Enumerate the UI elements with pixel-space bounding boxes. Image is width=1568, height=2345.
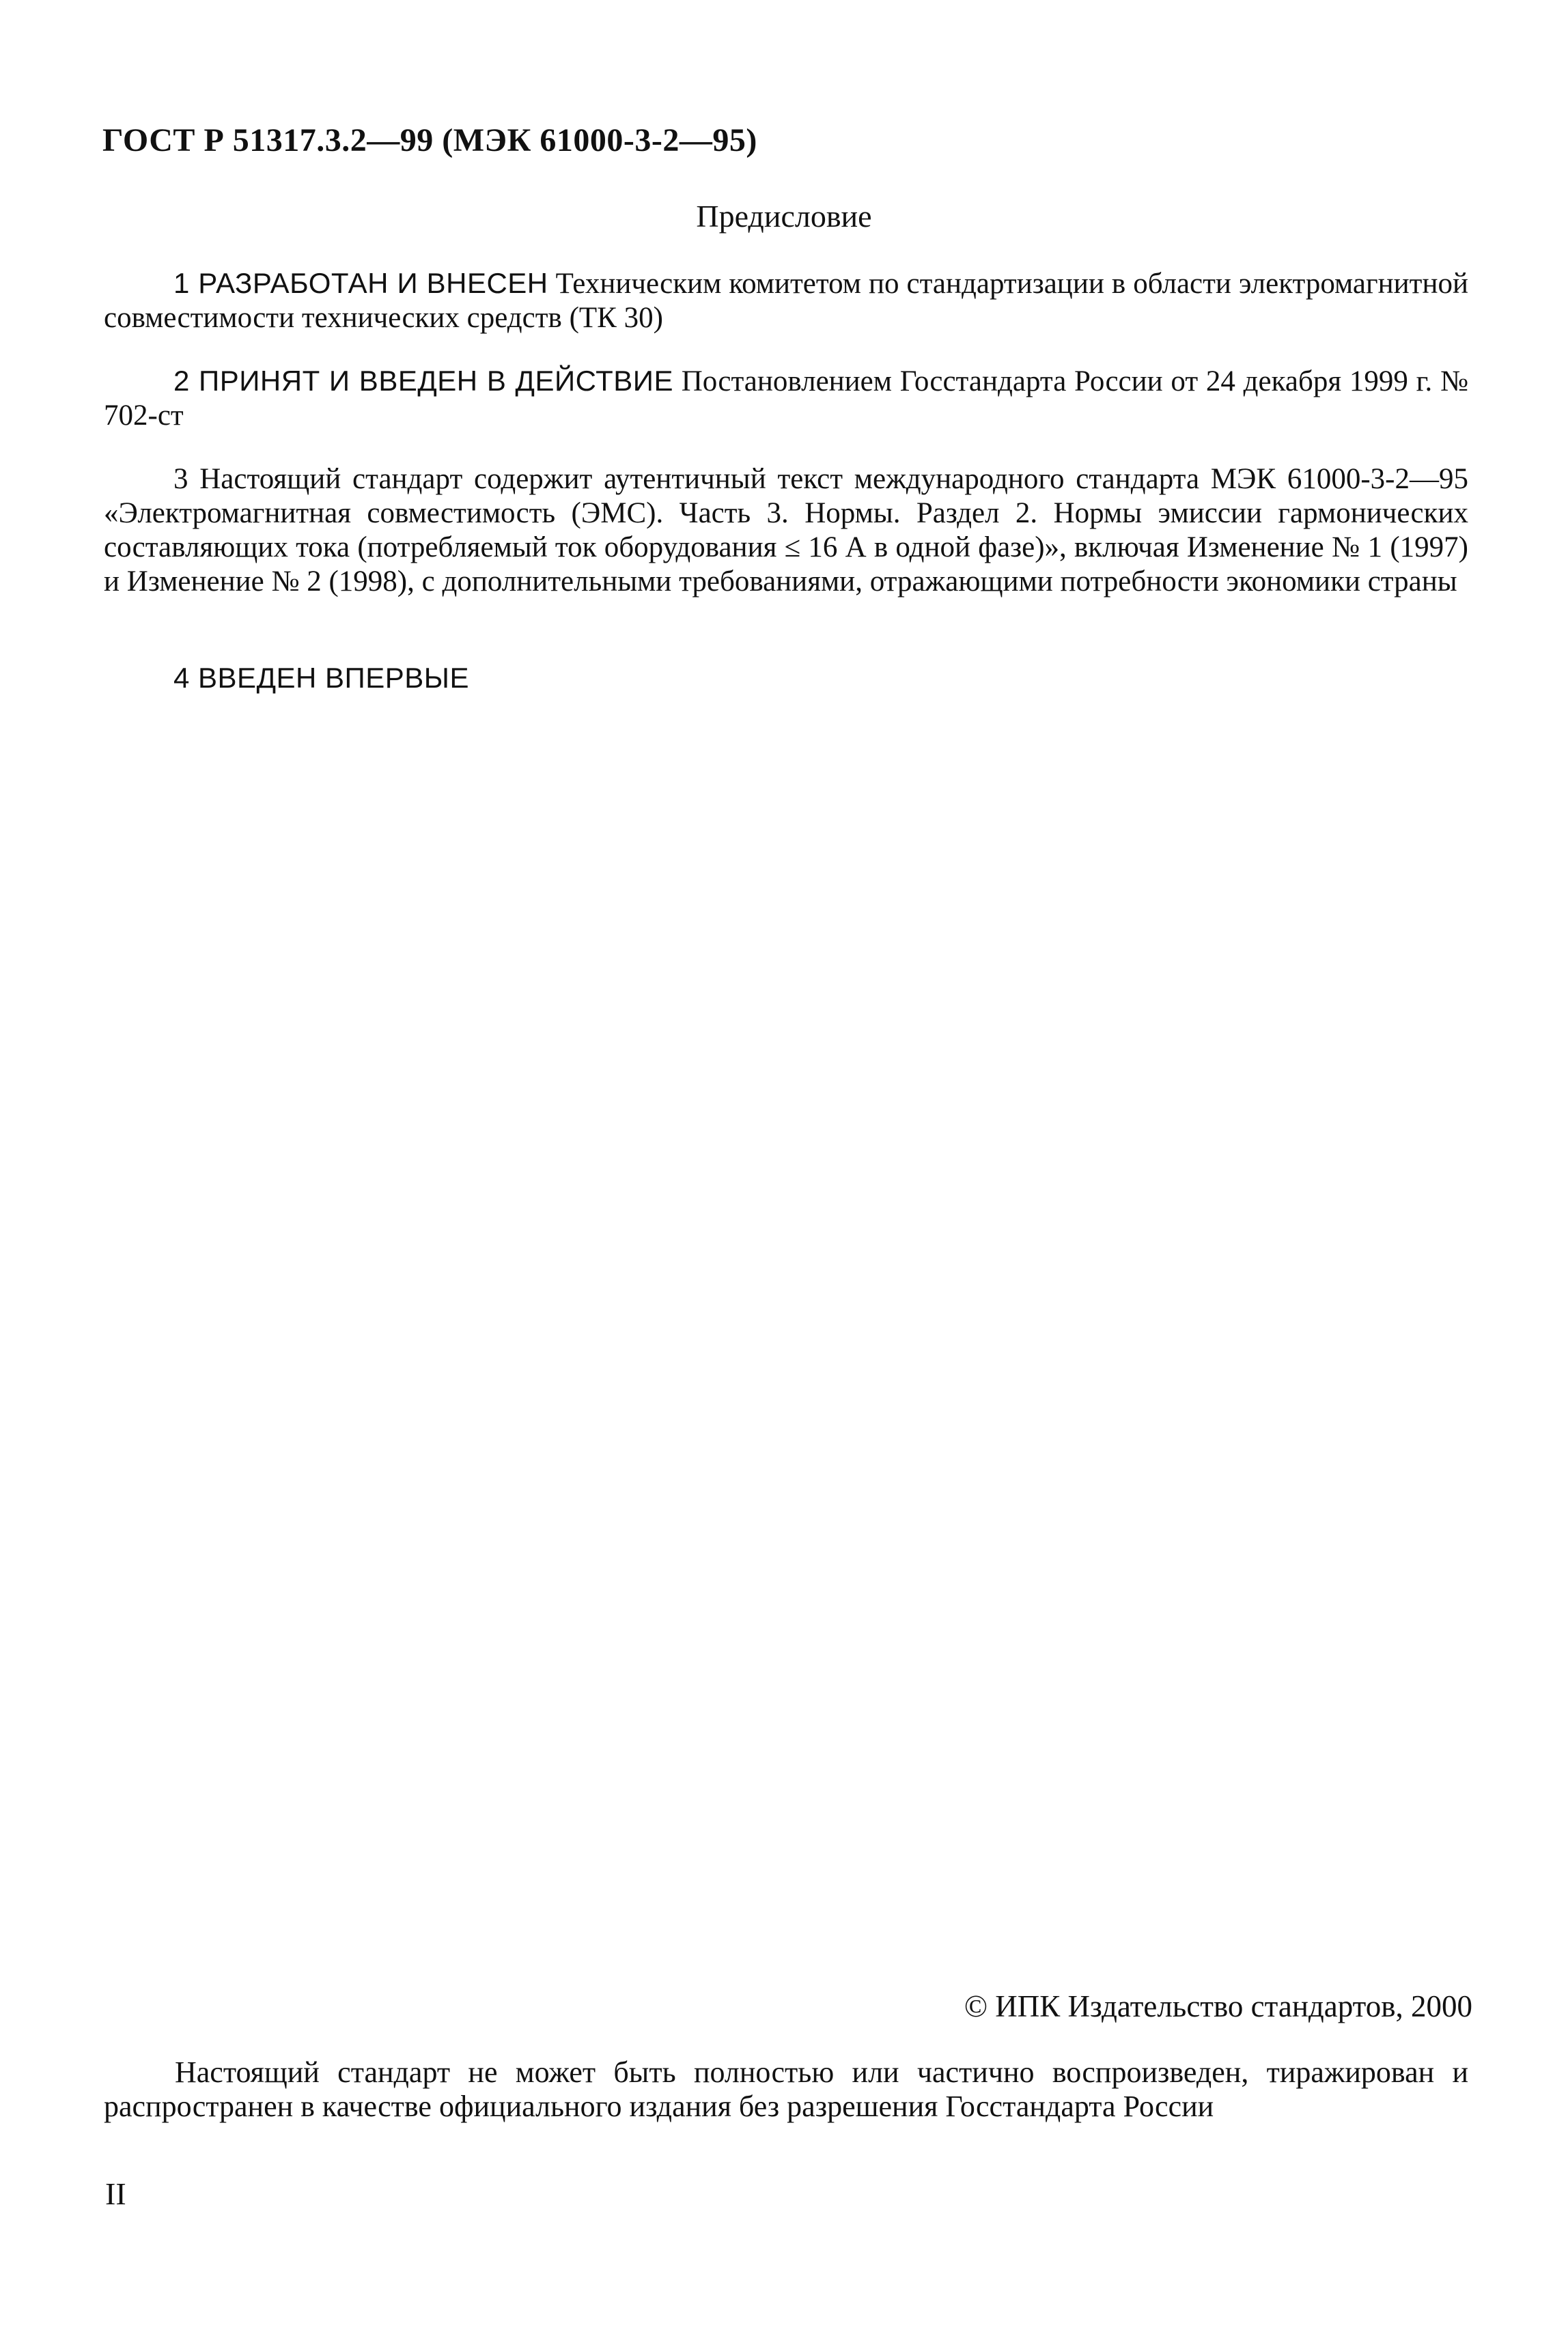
- standard-code-header: ГОСТ Р 51317.3.2—99 (МЭК 61000-3-2—95): [102, 122, 757, 158]
- copyright-line: © ИПК Издательство стандартов, 2000: [964, 1989, 1472, 2023]
- preface-item-4: [104, 661, 1468, 696]
- preface-item-1-lead: 1 РАЗРАБОТАН И ВНЕСЕН: [173, 267, 548, 299]
- preface-item-1-text: Техническим комитетом по стандартизации в области электромагнитной совместимости технических средств (ТК 30): [104, 268, 1468, 334]
- preface-item-1: [104, 266, 1468, 335]
- preface-title: Предисловие: [696, 199, 872, 234]
- reproduction-notice: [104, 2055, 1468, 2124]
- preface-item-4-lead: 4 ВВЕДЕН ВПЕРВЫЕ: [173, 662, 469, 694]
- preface-item-3: [104, 462, 1468, 599]
- preface-item-2: [104, 364, 1468, 433]
- reproduction-notice-text: Настоящий стандарт не может быть полностью или частично воспроизведен, тиражирован и распространен в качестве официального издания без разрешения Госстандарта России: [104, 2055, 1468, 2123]
- preface-item-3-text: 3 Настоящий стандарт содержит аутентичный текст международного стандарта МЭК 61000-3-2—95 «Электромагнитная совместимость (ЭМС). Часть 3. Нормы. Раздел 2. Нормы эмиссии гармонических составляющих тока (потребляемый ток оборудования ≤ 16 А в одной фазе)», включая Изменение № 1 (1997) и Изменение № 2 (1998), с дополнительными требованиями, отражающими потребности экономики страны: [104, 463, 1468, 598]
- preface-item-2-lead: 2 ПРИНЯТ И ВВЕДЕН В ДЕЙСТВИЕ: [173, 365, 673, 397]
- page-number: II: [105, 2176, 126, 2211]
- preface-item-2-text: Постановлением Госстандарта России от 24 декабря 1999 г. № 702-ст: [104, 365, 1468, 432]
